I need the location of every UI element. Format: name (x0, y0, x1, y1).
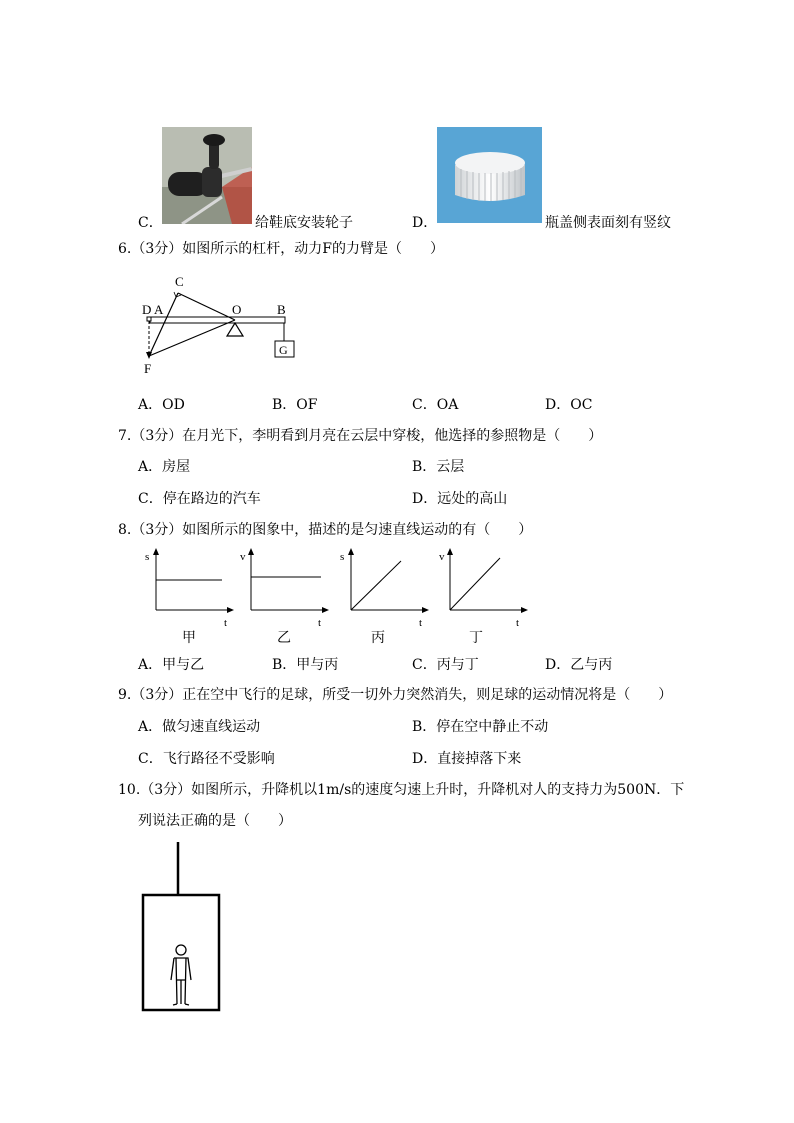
graph-yi (237, 548, 337, 628)
axis-x-label: t (224, 617, 228, 629)
q6-option-a[interactable]: A．OD (138, 397, 185, 413)
axis-y-label: s (145, 551, 150, 563)
q9-option-c[interactable]: C．飞行路径不受影响 (138, 751, 275, 767)
q6-stem: 6.（3分）如图所示的杠杆，动力F的力臂是（ ） (118, 241, 444, 257)
axis-y-label: v (439, 551, 445, 563)
axis-y-label: s (340, 551, 345, 563)
label-o: O (232, 302, 242, 317)
q7-option-a[interactable]: A．房屋 (138, 459, 191, 475)
q9-option-b[interactable]: B．停在空中静止不动 (412, 719, 549, 735)
q5-option-d-letter[interactable]: D． (412, 215, 438, 231)
q10-stem-line2: 列说法正确的是（ ） (138, 813, 292, 829)
handlebar-grip-icon (162, 127, 252, 224)
axis-x-label: t (419, 617, 423, 629)
label-g: G (279, 343, 288, 357)
graph-bing (337, 548, 437, 628)
graph-yi-name: 乙 (277, 630, 291, 646)
label-d: D (142, 302, 152, 317)
graph-jia-name: 甲 (182, 630, 196, 646)
elevator-diagram (140, 840, 230, 1015)
q6-option-d[interactable]: D．OC (545, 397, 593, 413)
graph-ding (436, 548, 536, 628)
q5-option-c-photo (162, 127, 252, 224)
label-b: B (277, 302, 286, 317)
q8-option-c[interactable]: C．丙与丁 (412, 657, 479, 673)
q8-option-b[interactable]: B．甲与丙 (272, 657, 339, 673)
q5-option-d-photo (437, 127, 542, 223)
axis-x-label: t (516, 617, 520, 629)
graph-bing-name: 丙 (371, 630, 385, 646)
axis-x-label: t (318, 617, 322, 629)
graph-jia (142, 548, 242, 628)
q8-stem: 8.（3分）如图所示的图象中，描述的是匀速直线运动的有（ ） (118, 522, 533, 538)
q7-option-b[interactable]: B．云层 (412, 459, 465, 475)
bottle-cap-icon (437, 127, 542, 223)
q9-stem: 9.（3分）正在空中飞行的足球，所受一切外力突然消失，则足球的运动情况将是（ ） (118, 687, 673, 703)
q7-option-c[interactable]: C．停在路边的汽车 (138, 491, 261, 507)
q6-option-b[interactable]: B．OF (272, 397, 318, 413)
q5-option-c-letter[interactable]: C． (138, 215, 163, 231)
label-a: A (154, 302, 164, 317)
q7-stem: 7.（3分）在月光下，李明看到月亮在云层中穿梭，他选择的参照物是（ ） (118, 428, 603, 444)
label-f: F (144, 361, 152, 376)
q9-option-a[interactable]: A．做匀速直线运动 (138, 719, 261, 735)
q7-option-d[interactable]: D．远处的高山 (412, 491, 508, 507)
q9-option-d[interactable]: D．直接掉落下来 (412, 751, 522, 767)
q5-option-c-text[interactable]: 给鞋底安装轮子 (255, 215, 353, 231)
q8-option-a[interactable]: A．甲与乙 (138, 657, 205, 673)
q5-option-d-text[interactable]: 瓶盖侧表面刻有竖纹 (545, 215, 671, 231)
q8-option-d[interactable]: D．乙与丙 (545, 657, 613, 673)
label-c: C (175, 274, 184, 289)
graph-ding-name: 丁 (469, 630, 483, 646)
lever-diagram (138, 270, 308, 380)
q10-stem-line1: 10.（3分）如图所示，升降机以1m/s的速度匀速上升时，升降机对人的支持力为500N．下 (118, 782, 685, 798)
axis-y-label: v (240, 551, 246, 563)
q6-option-c[interactable]: C．OA (412, 397, 459, 413)
